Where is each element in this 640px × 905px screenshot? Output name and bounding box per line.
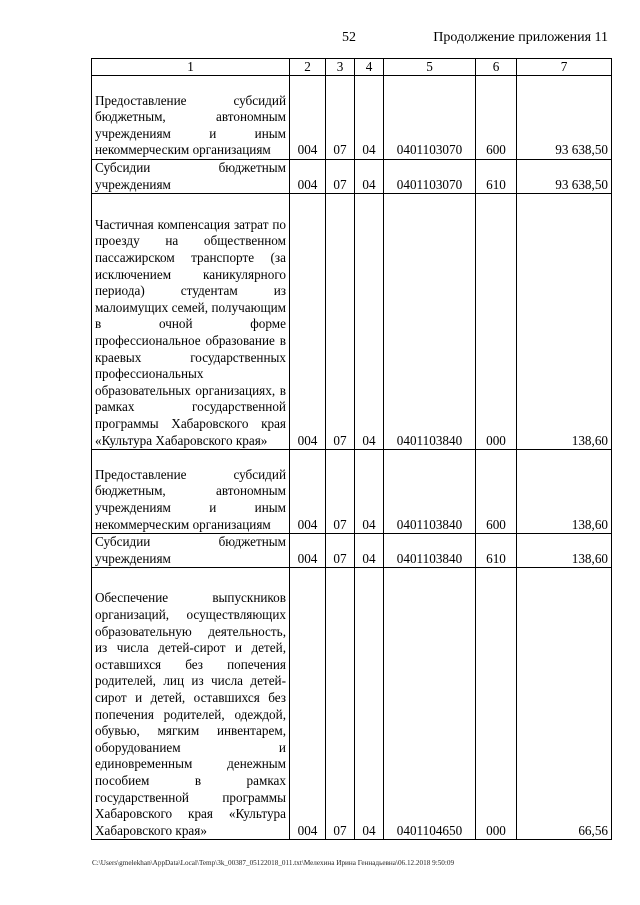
- cell-section: 07: [326, 534, 355, 568]
- cell-subsection: 04: [355, 76, 384, 160]
- cell-admin-code: 004: [290, 534, 326, 568]
- cell-target-article: 0401103840: [384, 534, 476, 568]
- cell-target-article: 0401104650: [384, 568, 476, 840]
- row-name: Обеспечение выпускников организаций, осуществляющих образовательную деятельность, из числа детей-сирот и детей, оставшихся без попечения родителей, лиц из числа детей-сирот и детей, оставшихся без попечения родителей, одеждой, обувью, мягким инвентарем, оборудованием и единовременным денежным пособием в рамках государственной программы Хабаровского края «Культура Хабаровского края»: [92, 568, 290, 840]
- continuation-title: Продолжение приложения 11: [433, 30, 608, 45]
- column-header: 6: [476, 59, 517, 76]
- cell-section: 07: [326, 160, 355, 194]
- column-header: 2: [290, 59, 326, 76]
- cell-target-article: 0401103070: [384, 76, 476, 160]
- cell-amount: 138,60: [517, 450, 612, 534]
- cell-expense-type: 000: [476, 194, 517, 450]
- cell-expense-type: 000: [476, 568, 517, 840]
- cell-expense-type: 600: [476, 76, 517, 160]
- cell-admin-code: 004: [290, 160, 326, 194]
- cell-amount: 138,60: [517, 194, 612, 450]
- cell-amount: 93 638,50: [517, 160, 612, 194]
- column-header: 7: [517, 59, 612, 76]
- cell-subsection: 04: [355, 534, 384, 568]
- table-row: [92, 568, 612, 840]
- cell-section: 07: [326, 194, 355, 450]
- column-header: 1: [92, 59, 290, 76]
- row-name: Частичная компенсация затрат по проезду на общественном пассажирском транспорте (за исключением каникулярного периода) студентам из малоимущих семей, получающим в очной форме профессиональное образование в краевых государственных профессиональных образовательных организациях, в рамках государственной программы Хабаровского края «Культура Хабаровского края»: [92, 194, 290, 450]
- cell-section: 07: [326, 568, 355, 840]
- table-header-row: [92, 59, 612, 76]
- cell-section: 07: [326, 450, 355, 534]
- cell-target-article: 0401103840: [384, 450, 476, 534]
- cell-amount: 93 638,50: [517, 76, 612, 160]
- column-header: 3: [326, 59, 355, 76]
- cell-amount: 66,56: [517, 568, 612, 840]
- table-row: [92, 194, 612, 450]
- row-name: Предоставление субсидий бюджетным, автономным учреждениям и иным некоммерческим организациям: [92, 76, 290, 160]
- table-row: [92, 160, 612, 194]
- cell-expense-type: 600: [476, 450, 517, 534]
- cell-subsection: 04: [355, 194, 384, 450]
- column-header: 4: [355, 59, 384, 76]
- page-number: 52: [342, 30, 356, 45]
- table-row: [92, 534, 612, 568]
- table-row: [92, 76, 612, 160]
- footer-file-path: C:\Users\gmelekhan\AppData\Local\Temp\3k_00387_05122018_011.txt\Мелехина Ирина Геннадьевна\06.12.2018 9:50:09: [92, 859, 455, 867]
- cell-admin-code: 004: [290, 194, 326, 450]
- cell-target-article: 0401103070: [384, 160, 476, 194]
- row-name: Субсидии бюджетным учреждениям: [92, 160, 290, 194]
- column-header: 5: [384, 59, 476, 76]
- cell-section: 07: [326, 76, 355, 160]
- cell-expense-type: 610: [476, 160, 517, 194]
- cell-amount: 138,60: [517, 534, 612, 568]
- row-name: Субсидии бюджетным учреждениям: [92, 534, 290, 568]
- cell-subsection: 04: [355, 450, 384, 534]
- cell-subsection: 04: [355, 568, 384, 840]
- table-row: [92, 450, 612, 534]
- cell-target-article: 0401103840: [384, 194, 476, 450]
- cell-admin-code: 004: [290, 568, 326, 840]
- budget-table: [91, 58, 612, 840]
- cell-admin-code: 004: [290, 450, 326, 534]
- cell-admin-code: 004: [290, 76, 326, 160]
- cell-expense-type: 610: [476, 534, 517, 568]
- row-name: Предоставление субсидий бюджетным, автономным учреждениям и иным некоммерческим организациям: [92, 450, 290, 534]
- cell-subsection: 04: [355, 160, 384, 194]
